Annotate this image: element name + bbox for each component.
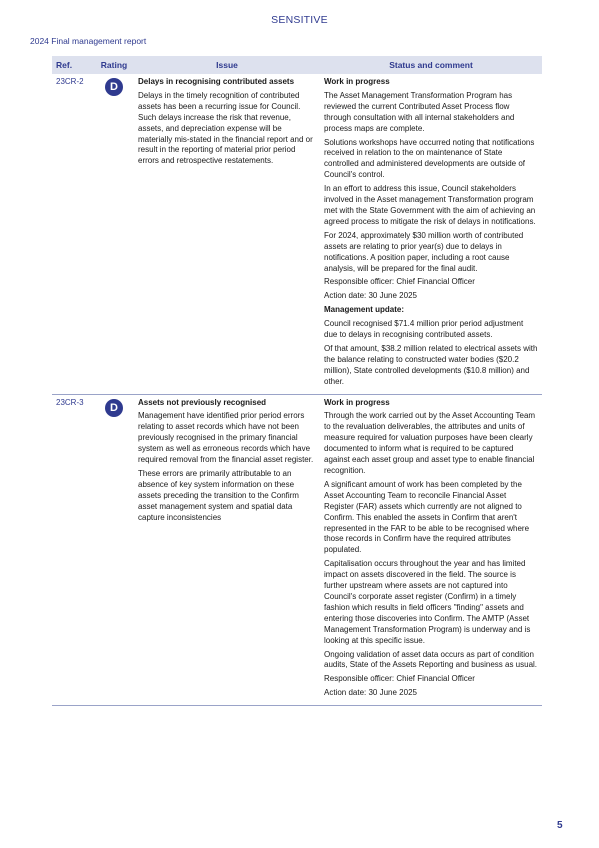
ref-cell: 23CR-3: [52, 394, 94, 706]
classification-label: SENSITIVE: [271, 14, 328, 26]
page-number: 5: [557, 820, 563, 831]
status-paragraph: For 2024, approximately $30 million worth of contributed assets are relating to prior year(s) due to delays in notifications. A position paper, including a root cause analysis, will be prepared for the final audit.: [324, 230, 524, 273]
issue-cell: [134, 74, 320, 394]
update-paragraph: Council recognised $71.4 million prior period adjustment due to delays in recognising contributed assets.: [324, 319, 524, 340]
status-title: Work in progress: [324, 397, 390, 407]
status-title: Work in progress: [324, 77, 390, 86]
rating-badge: D: [105, 78, 123, 96]
action-date: Action date: 30 June 2025: [324, 291, 417, 301]
issue-paragraph: Delays in the timely recognition of contributed assets has been a recurring issue for Council. Such delays increase the risk that revenue, assets, and depreciation expense will be materially mis-stated in the financial report and or result in the reporting of material prior period errors and retrospective restatements.: [138, 90, 313, 166]
status-paragraph: A significant amount of work has been completed by the Asset Accounting Team to reconcile Financial Asset Register (FAR) assets which currently are not aligned to Confirm. This enabled the assets in Confirm that aren't represented in the FAR to be able to be recognised where those records in Confirm have the required attributes populated.: [324, 479, 530, 555]
findings-table: [52, 56, 542, 706]
issue-paragraph: These errors are primarily attributable to an absence of key system information on these assets preceding the transition to the Confirm asset management system and spatial data capture inconsistencies: [138, 469, 299, 522]
action-date: Action date: 30 June 2025: [324, 688, 417, 698]
column-header-issue: Issue: [134, 56, 320, 74]
status-paragraph: Capitalisation occurs throughout the year and has limited impact on assets discovered in the field. The source is further upstream where assets are not captured into Council's corporate asset register (Confirm) in a timely fashion which results in field officers "finding" assets and entering those discoveries into Confirm. The AMTP (Asset Management Transformation Program) is underway and is looking at this specific issue.: [324, 559, 531, 645]
status-paragraph: Through the work carried out by the Asset Accounting Team to the revaluation deliverables, the attributes and units of measure required for valuation purposes have been clearly documented to inform what is required to be captured against each asset group and asset type to enable financial recognition.: [324, 411, 536, 475]
rating-cell: [94, 74, 134, 394]
status-paragraph: Ongoing validation of asset data occurs as part of condition audits, State of the Assets Reporting and business as usual.: [324, 649, 538, 670]
management-update-title: Management update:: [324, 305, 405, 315]
status-paragraph: The Asset Management Transformation Program has reviewed the current Contributed Asset Process flow through consultation with all internal stakeholders and process maps are complete.: [324, 90, 515, 133]
column-header-status: Status and comment: [320, 56, 542, 74]
status-paragraph: Solutions workshops have occurred noting that notifications received in relation to the on maintenance of State controlled and administered developments are outside of Council's control.: [324, 137, 535, 180]
responsible-officer: Responsible officer: Chief Financial Officer: [324, 674, 475, 684]
table-header-row: [52, 56, 542, 74]
table-row: [52, 394, 542, 706]
issue-title: Assets not previously recognised: [138, 397, 267, 407]
column-header-rating: Rating: [94, 56, 134, 74]
rating-cell: [94, 394, 134, 706]
report-title: 2024 Final management report: [30, 36, 147, 46]
update-paragraph: Of that amount, $38.2 million related to electrical assets with the balance relating to constructed water bodies ($20.2 million), State controlled developments ($10.8 million) and other.: [324, 343, 538, 386]
issue-paragraph: Management have identified prior period errors relating to asset records which have not been previously recognised in the primary financial system as well as erroneous records which have required removal from the financial asset register.: [138, 411, 314, 465]
issue-title: Delays in recognising contributed assets: [138, 77, 295, 86]
column-header-ref: Ref.: [52, 56, 94, 74]
status-paragraph: In an effort to address this issue, Council stakeholders involved in the Asset management Transformation program met with the State Government with the aim of achieving an agreed process to mitigate the risk of delays in notifications.: [324, 184, 536, 226]
rating-badge: D: [105, 399, 123, 417]
status-cell: [320, 74, 542, 394]
table-row: [52, 74, 542, 394]
issue-cell: [134, 394, 320, 706]
status-cell: [320, 394, 542, 706]
responsible-officer: Responsible officer: Chief Financial Officer: [324, 277, 475, 287]
ref-cell: 23CR-2: [52, 74, 94, 394]
